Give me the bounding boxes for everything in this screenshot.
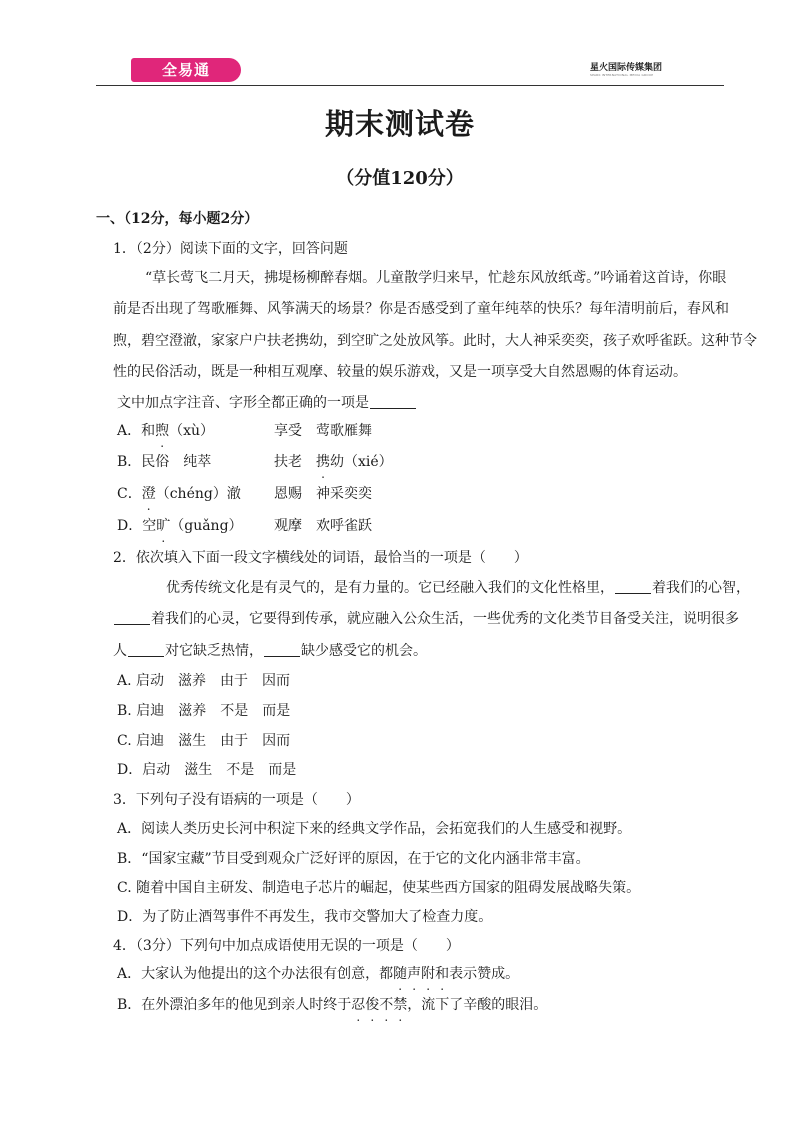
passage-line — [113, 609, 739, 629]
passage-line: 煦，碧空澄澈，家家户户扶老携幼，到空旷之处放风筝。此时，大人神采奕奕，孩子欢呼雀跃。这种节令 — [113, 333, 757, 349]
option-a — [117, 964, 519, 984]
dotted-char: 煦 — [155, 423, 170, 439]
dotted-char: 声 — [407, 966, 422, 982]
option-b: B. 启迪 滋养 不是 而是 — [117, 703, 291, 719]
question-3-stem: 3．下列句子没有语病的一项是（ ） — [113, 792, 360, 808]
option-text: （chéng）澈 — [155, 486, 241, 502]
option-text: D．空 — [117, 518, 157, 534]
option-a-words: 享受 莺歌雁舞 — [274, 423, 372, 439]
option-b: B．民俗 纯萃 — [117, 454, 212, 470]
brand-logo: 全易通 — [131, 58, 241, 82]
passage-text: 人 — [113, 643, 127, 659]
option-text: ，流下了辛酸的眼泪。 — [407, 997, 548, 1013]
option-text: 扶老 — [274, 454, 316, 470]
passage-line: 前是否出现了驾歌雁舞、风筝满天的场景？你是否感受到了童年纯萃的快乐？每年清明前后，春风和 — [113, 301, 729, 317]
page-title: 期末测试卷 — [324, 107, 475, 141]
dotted-char: 禁 — [393, 997, 408, 1013]
question-1-prompt — [117, 393, 417, 413]
option-text: B．在外漂泊多年的他见到亲人时终于 — [117, 997, 352, 1013]
option-text: 幼（xié） — [330, 454, 393, 470]
dotted-char: 俊 — [365, 997, 380, 1013]
option-c: C. 随着中国自主研发、制造电子芯片的崛起，使某些西方国家的阻碍发展战略失策。 — [117, 880, 641, 896]
question-1-stem: 1．（2分）阅读下面的文字，回答问题 — [113, 241, 348, 257]
passage-line — [166, 578, 750, 598]
option-d: D．启动 滋生 不是 而是 — [117, 762, 297, 778]
option-text: A．大家认为他提出的这个办法很有创意，都 — [117, 966, 394, 982]
publisher-logo — [590, 60, 710, 77]
passage-line: “草长莺飞二月天，拂堤杨柳醉春烟。儿童散学归来早，忙趁东风放纸鸢。”吟诵着这首诗，你眼 — [145, 270, 727, 286]
option-a: A. 启动 滋养 由于 因而 — [117, 673, 291, 689]
answer-blank — [128, 642, 164, 657]
dotted-char: 忍 — [351, 997, 366, 1013]
passage-text: 缺少感受它的机会。 — [301, 643, 427, 659]
page-subtitle: （分值120分） — [336, 168, 464, 189]
passage-text: 对它缺乏热情， — [165, 643, 263, 659]
question-4-stem: 4．（3分）下列句中加点成语使用无误的一项是（ ） — [113, 938, 460, 954]
prompt-text: 文中加点字注音、字形全都正确的一项是 — [117, 395, 369, 411]
passage-line: 性的民俗活动，既是一种相互观摩、较量的娱乐游戏，又是一项享受大自然恩赐的体育运动。 — [113, 364, 687, 380]
answer-blank — [615, 579, 651, 594]
dotted-char: 澄 — [141, 486, 156, 502]
answer-blank — [370, 394, 416, 409]
dotted-char: 随 — [393, 966, 408, 982]
passage-text: 着我们的心智， — [652, 580, 750, 596]
option-c-words: 恩赐 神采奕奕 — [274, 486, 372, 502]
option-text: （guǎng） — [170, 518, 243, 534]
option-b: B．“国家宝藏”节目受到观众广泛好评的原因，在于它的文化内涵非常丰富。 — [117, 851, 590, 867]
passage-text: 着我们的心灵，它要得到传承，就应融入公众生活，一些优秀的文化类节目备受关注，说明很多 — [151, 611, 739, 627]
option-text: 表示赞成。 — [449, 966, 520, 982]
option-d-words: 观摩 欢呼雀跃 — [274, 518, 372, 534]
dotted-char: 和 — [435, 966, 450, 982]
publisher-name-en: SPARK INTERNATIONAL MEDIA GROUP — [590, 73, 654, 77]
question-2-stem: 2．依次填入下面一段文字横线处的词语，最恰当的一项是（ ） — [113, 550, 528, 566]
dotted-char: 旷 — [156, 518, 171, 534]
section-heading: 一、（12分，每小题2分） — [96, 211, 259, 227]
dotted-idiom — [351, 997, 407, 1013]
option-text: C． — [117, 486, 142, 502]
option-d: D．为了防止酒驾事件不再发生，我市交警加大了检查力度。 — [117, 909, 493, 925]
dotted-char: 携 — [316, 454, 330, 470]
option-b — [117, 995, 547, 1015]
passage-text: 优秀传统文化是有灵气的，是有力量的。它已经融入我们的文化性格里， — [166, 580, 614, 596]
option-d — [117, 516, 243, 536]
option-a — [117, 421, 214, 441]
option-c: C. 启迪 滋生 由于 因而 — [117, 733, 291, 749]
option-b-words — [274, 452, 393, 472]
option-a: A．阅读人类历史长河中积淀下来的经典文学作品，会拓宽我们的人生感受和视野。 — [117, 821, 632, 837]
passage-line — [113, 641, 427, 661]
dotted-char: 附 — [421, 966, 436, 982]
option-c — [117, 484, 241, 504]
option-text: （xù） — [169, 423, 215, 439]
answer-blank — [114, 610, 150, 625]
answer-blank — [264, 642, 300, 657]
header-divider — [96, 85, 724, 86]
dotted-char: 不 — [379, 997, 394, 1013]
option-text: A．和 — [117, 423, 156, 439]
dotted-idiom — [393, 966, 449, 982]
publisher-name: 星火国际传媒集团 — [590, 63, 663, 73]
